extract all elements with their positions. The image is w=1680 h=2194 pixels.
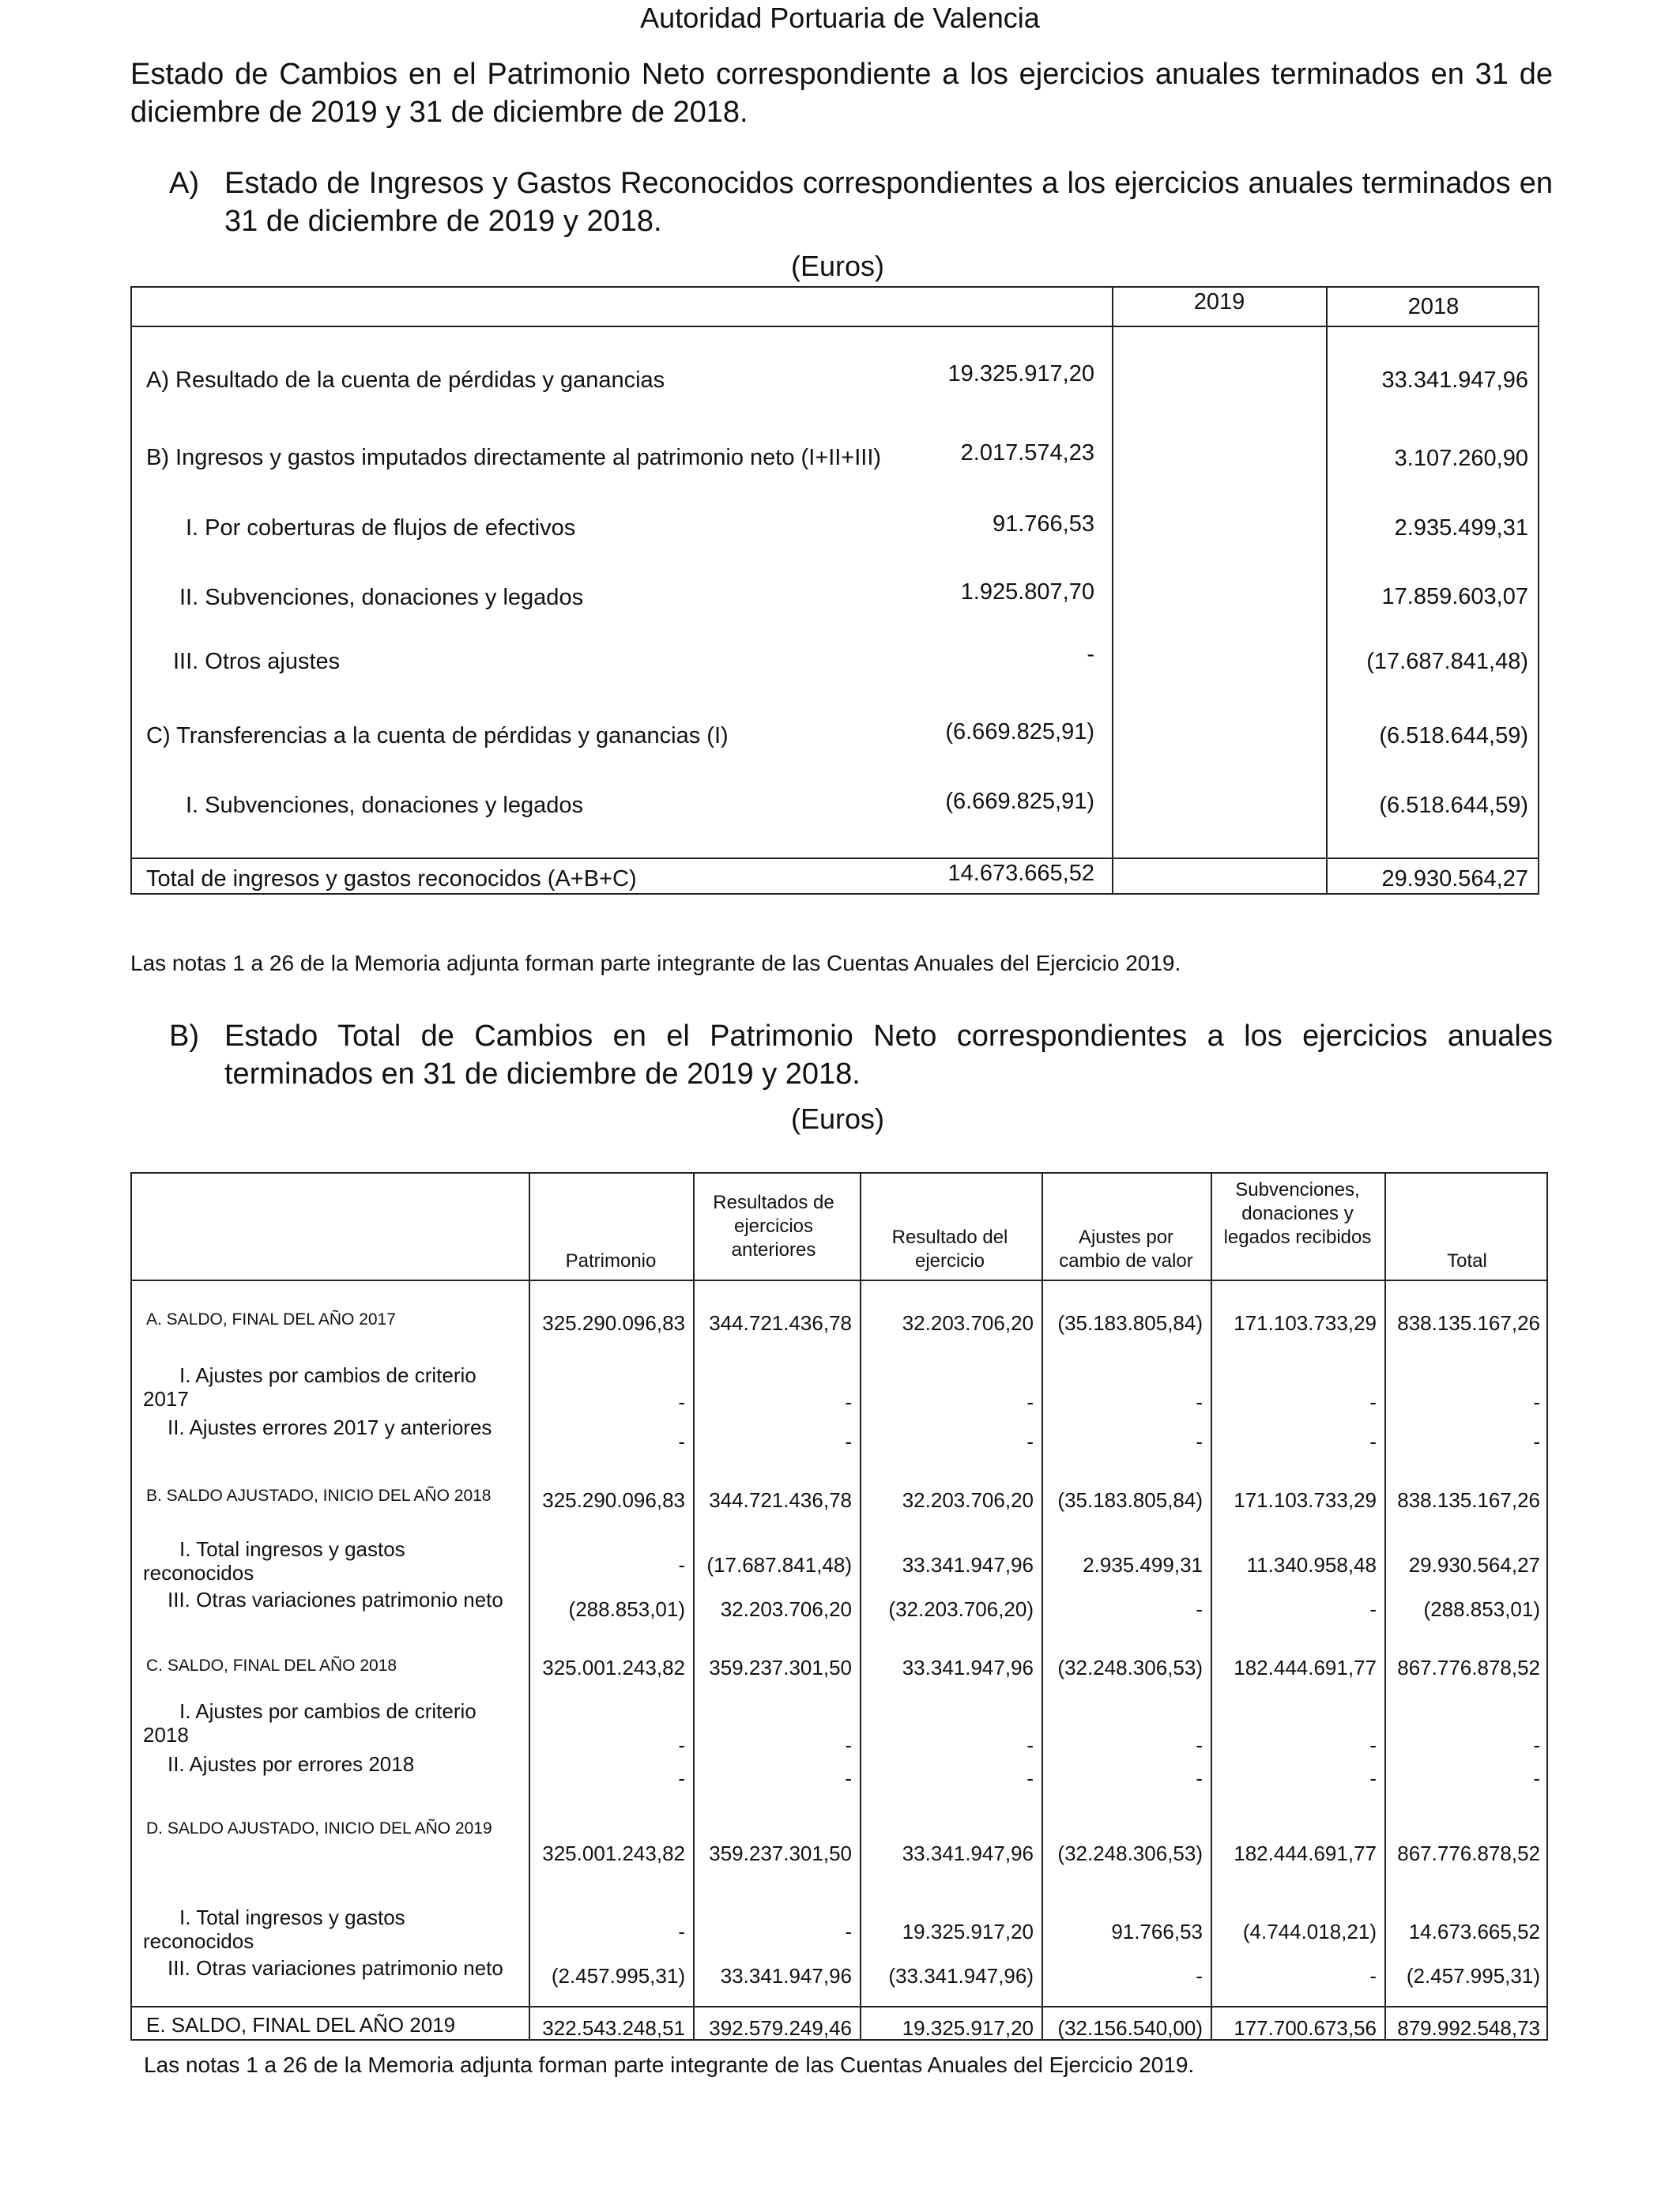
header-divider [132, 1280, 1546, 1281]
row-label: A) Resultado de la cuenta de pérdidas y ganancias [146, 368, 665, 393]
cell-value: - [1026, 1733, 1034, 1757]
cell-value: 879.992.548,73 [1397, 2016, 1540, 2040]
cell-value: (288.853,01) [1423, 1597, 1540, 1621]
cell-value: - [678, 1920, 685, 1943]
cell-value: - [1196, 1733, 1203, 1757]
cell-value: - [845, 1920, 852, 1943]
row-label: II. Subvenciones, donaciones y legados [179, 585, 584, 610]
column-divider [1326, 288, 1328, 893]
row-label: I. Ajustes por cambios de criterio 2017 [143, 1363, 477, 1411]
cell-value: (17.687.841,48) [706, 1553, 852, 1577]
cell-value: 325.001.243,82 [542, 1842, 685, 1865]
cell-value: - [845, 1390, 852, 1414]
cell-value: 2.935.499,31 [1083, 1553, 1203, 1577]
total-value-2018: 29.930.564,27 [1381, 866, 1528, 892]
cell-value: - [1533, 1430, 1540, 1453]
cell-value: (32.156.540,00) [1057, 2016, 1203, 2040]
cell-value: 33.341.947,96 [902, 1656, 1034, 1679]
value-2018: 2.935.499,31 [1394, 515, 1528, 541]
cell-value: 29.930.564,27 [1408, 1553, 1540, 1577]
cell-value: 867.776.878,52 [1397, 1656, 1540, 1679]
cell-value: - [1196, 1390, 1203, 1414]
section-a-letter: A) [169, 167, 199, 200]
cell-value: 359.237.301,50 [709, 1842, 852, 1865]
cell-value: 32.203.706,20 [902, 1488, 1034, 1512]
section-a-title: Estado de Ingresos y Gastos Reconocidos correspondientes a los ejercicios anuales terminados en 31 de diciembre de 2019 y 2018. [224, 167, 1553, 238]
value-2019: 2.017.574,23 [960, 440, 1094, 466]
cell-value: 838.135.167,26 [1397, 1311, 1540, 1335]
cell-value: - [1369, 1964, 1377, 1988]
value-2018: 17.859.603,07 [1381, 584, 1528, 609]
row-label: D. SALDO AJUSTADO, INICIO DEL AÑO 2019 [146, 1819, 492, 1838]
row-label: I. Total ingresos y gastos reconocidos [143, 1906, 405, 1953]
section-a-note: Las notas 1 a 26 de la Memoria adjunta forman parte integrante de las Cuentas Anuales del Ejercicio 2019. [130, 951, 1181, 975]
value-2019: 19.325.917,20 [947, 361, 1094, 386]
row-label: I. Ajustes por cambios de criterio 2018 [143, 1699, 477, 1747]
row-label: II. Ajustes por errores 2018 [168, 1752, 415, 1776]
cell-value: (32.248.306,53) [1057, 1842, 1203, 1865]
cell-value: (2.457.995,31) [551, 1964, 685, 1988]
cell-value: (33.341.947,96) [888, 1964, 1034, 1988]
value-2018: 33.341.947,96 [1381, 368, 1528, 393]
organization-title: Autoridad Portuaria de Valencia [640, 2, 1040, 34]
year-header-2019: 2019 [1193, 289, 1245, 315]
cell-value: - [678, 1733, 685, 1757]
cell-value: - [845, 1766, 852, 1790]
cell-value: - [1369, 1597, 1377, 1621]
cell-value: - [1533, 1733, 1540, 1757]
total-divider [132, 858, 1538, 859]
column-divider [1211, 1174, 1212, 2039]
cell-value: - [678, 1430, 685, 1453]
value-2018: (6.518.644,59) [1379, 723, 1528, 748]
column-divider [1112, 288, 1113, 893]
section-b-note: Las notas 1 a 26 de la Memoria adjunta forman parte integrante de las Cuentas Anuales del Ejercicio 2019. [144, 2053, 1195, 2077]
cell-value: 322.543.248,51 [542, 2016, 685, 2040]
cell-value: (32.248.306,53) [1057, 1656, 1203, 1679]
cell-value: - [1533, 1766, 1540, 1790]
cell-value: - [1196, 1597, 1203, 1621]
section-b-title: Estado Total de Cambios en el Patrimonio Neto correspondientes a los ejercicios anuales terminados en 31 de diciembre de 2019 y 2018. [224, 1020, 1553, 1091]
cell-value: 359.237.301,50 [709, 1656, 852, 1679]
column-header-subsidies: Subvenciones, donaciones y legados recibidos [1223, 1179, 1372, 1248]
cell-value: - [1026, 1766, 1034, 1790]
row-label: III. Otras variaciones patrimonio neto [168, 1588, 503, 1612]
value-2019: 91.766,53 [992, 511, 1094, 537]
row-label: B) Ingresos y gastos imputados directamente al patrimonio neto (I+II+III) [146, 445, 882, 470]
column-divider [1384, 1174, 1386, 2039]
cell-value: 325.001.243,82 [542, 1656, 685, 1679]
cell-value: (32.203.706,20) [888, 1597, 1034, 1621]
cell-value: 91.766,53 [1111, 1920, 1203, 1943]
cell-value: 33.341.947,96 [902, 1553, 1034, 1577]
cell-value: 344.721.436,78 [709, 1488, 852, 1512]
row-label: I. Total ingresos y gastos reconocidos [143, 1537, 405, 1585]
column-header-prior-results: Resultados de ejercicios anteriores [713, 1192, 834, 1261]
cell-value: 182.444.691,77 [1234, 1656, 1377, 1679]
cell-value: 33.341.947,96 [720, 1964, 852, 1988]
column-header-patrimonio: Patrimonio [565, 1250, 657, 1272]
cell-value: - [1533, 1390, 1540, 1414]
cell-value: - [1026, 1430, 1034, 1453]
value-2018: (6.518.644,59) [1379, 793, 1528, 818]
value-2019: (6.669.825,91) [945, 789, 1094, 814]
cell-value: 19.325.917,20 [902, 1920, 1034, 1943]
value-2019: - [1087, 642, 1094, 667]
cell-value: 392.579.249,46 [709, 2016, 852, 2040]
cell-value: - [1196, 1964, 1203, 1988]
row-label: III. Otras variaciones patrimonio neto [168, 1956, 503, 1980]
cell-value: - [1196, 1430, 1203, 1453]
cell-value: 14.673.665,52 [1408, 1920, 1540, 1943]
cell-value: 33.341.947,96 [902, 1842, 1034, 1865]
row-label: E. SALDO, FINAL DEL AÑO 2019 [146, 2013, 456, 2037]
cell-value: 325.290.096,83 [542, 1488, 685, 1512]
value-2019: (6.669.825,91) [945, 719, 1094, 745]
cell-value: (35.183.805,84) [1057, 1488, 1203, 1512]
cell-value: 19.325.917,20 [902, 2016, 1034, 2040]
cell-value: - [678, 1390, 685, 1414]
cell-value: 325.290.096,83 [542, 1311, 685, 1335]
cell-value: (2.457.995,31) [1406, 1964, 1540, 1988]
row-label: I. Subvenciones, donaciones y legados [186, 793, 584, 818]
column-divider [693, 1174, 695, 2039]
cell-value: (4.744.018,21) [1242, 1920, 1377, 1943]
cell-value: - [845, 1430, 852, 1453]
section-b-unit: (Euros) [790, 1103, 885, 1135]
cell-value: 171.103.733,29 [1234, 1311, 1377, 1335]
column-header-year-result: Resultado del ejercicio [891, 1227, 1008, 1272]
cell-value: 32.203.706,20 [902, 1311, 1034, 1335]
cell-value: - [1369, 1733, 1377, 1757]
cell-value: - [1196, 1766, 1203, 1790]
cell-value: 838.135.167,26 [1397, 1488, 1540, 1512]
cell-value: 11.340.958,48 [1246, 1553, 1377, 1577]
income-expense-table [130, 286, 1539, 895]
cell-value: (35.183.805,84) [1057, 1311, 1203, 1335]
column-divider [1042, 1174, 1043, 2039]
header-divider [132, 326, 1538, 327]
cell-value: - [1026, 1390, 1034, 1414]
row-label: A. SALDO, FINAL DEL AÑO 2017 [146, 1310, 396, 1329]
cell-value: 32.203.706,20 [720, 1597, 852, 1621]
value-2019: 1.925.807,70 [960, 579, 1094, 605]
row-label: B. SALDO AJUSTADO, INICIO DEL AÑO 2018 [146, 1487, 492, 1505]
total-label: Total de ingresos y gastos reconocidos (A+B+C) [146, 866, 637, 892]
equity-changes-table [130, 1172, 1548, 2041]
cell-value: 344.721.436,78 [709, 1311, 852, 1335]
cell-value: 171.103.733,29 [1234, 1488, 1377, 1512]
row-label: C. SALDO, FINAL DEL AÑO 2018 [146, 1657, 397, 1675]
row-label: III. Otros ajustes [173, 649, 341, 674]
cell-value: 182.444.691,77 [1234, 1842, 1377, 1865]
section-b-letter: B) [169, 1020, 199, 1053]
year-header-2018: 2018 [1407, 294, 1460, 319]
cell-value: - [1369, 1430, 1377, 1453]
cell-value: - [845, 1733, 852, 1757]
cell-value: - [678, 1553, 685, 1577]
row-label: C) Transferencias a la cuenta de pérdidas y ganancias (I) [146, 723, 729, 748]
cell-value: - [678, 1766, 685, 1790]
value-2018: 3.107.260,90 [1394, 446, 1528, 471]
value-2018: (17.687.841,48) [1366, 649, 1528, 674]
column-header-value-adjustments: Ajustes por cambio de valor [1059, 1227, 1193, 1272]
row-label: II. Ajustes errores 2017 y anteriores [168, 1416, 492, 1439]
row-label: I. Por coberturas de flujos de efectivos [186, 515, 576, 541]
section-a-unit: (Euros) [790, 250, 885, 282]
cell-value: - [1369, 1766, 1377, 1790]
total-value-2019: 14.673.665,52 [947, 861, 1094, 886]
cell-value: 177.700.673,56 [1234, 2016, 1377, 2040]
column-header-total: Total [1447, 1250, 1487, 1272]
cell-value: - [1369, 1390, 1377, 1414]
total-divider [132, 2006, 1546, 2007]
main-heading: Estado de Cambios en el Patrimonio Neto correspondiente a los ejercicios anuales terminados en 31 de diciembre de 2019 y 31 de diciembre de 2018. [130, 58, 1553, 129]
cell-value: (288.853,01) [568, 1597, 685, 1621]
cell-value: 867.776.878,52 [1397, 1842, 1540, 1865]
column-divider [860, 1174, 861, 2039]
